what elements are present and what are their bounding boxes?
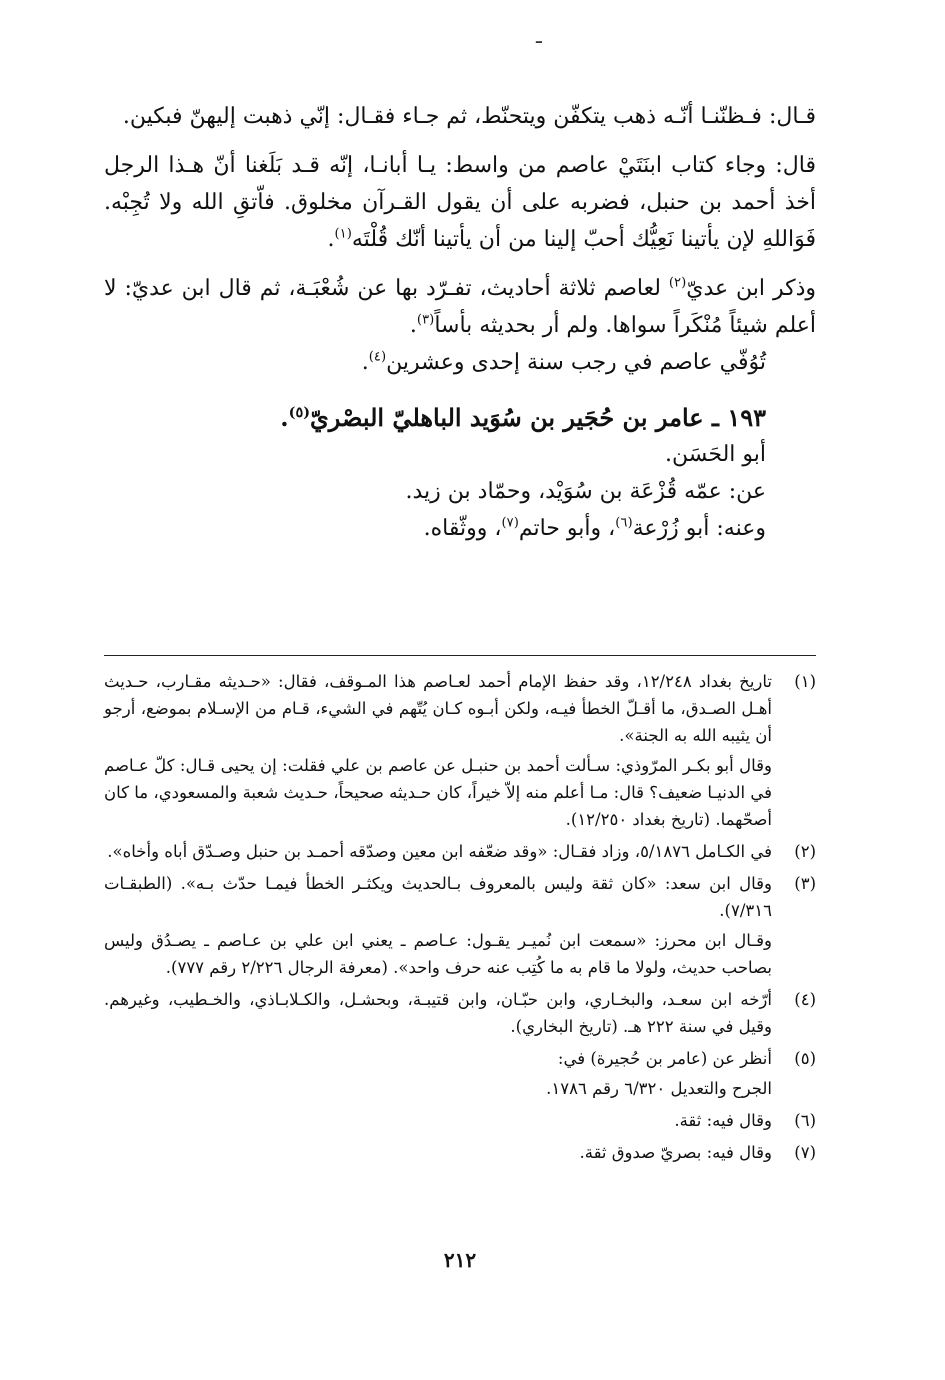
paragraph-2-text: قال: وجاء كتاب ابنَتَيْ عاصم من واسط: يـا أبانـا، إنّه قـد بَلَغنا أنّ هـذا الرجل أخذ أحمد بن حنبل، فضربه على أن يقول القـرآن مخلوق. فاّتقِ الله ولا تُجِبْه. فَوَاللهِ لإن يأتينا نَعِيُّك أحبّ إلينا من أن يأتينا أنّك قُلْتَه	[104, 153, 816, 252]
entry-narrated-by	[104, 510, 816, 547]
footnote-number: (٤)	[794, 990, 816, 1009]
footnote-text: تاريخ بغداد ١٢/٢٤٨، وقد حفظ الإمام أحمد لعـاصم هذا المـوقف، فقال: «حـديثه مقـارب، حـديث أهـل الصـدق، ما أقـلّ الخطأ فيـه، ولكن أبـوه كـان يُتّهم في الشيء، قـام من الإسـلام بموضع، أرجو أن يثيبه الله به الجنة».	[104, 672, 772, 745]
paragraph-4-end: .	[361, 350, 369, 375]
footnote-body	[104, 838, 772, 865]
footnote-ref-5: (٥)	[288, 404, 311, 421]
paragraph-3-text-b: لعاصم ثلاثة أحاديث، تفـرّد بها عن شُعْبَـة، ثم قال ابن عديّ: لا أعلم شيئاً مُنْكَراً سواها. ولم أر بحديثه بأساً	[104, 276, 816, 338]
paragraph-3	[104, 270, 816, 344]
footnote-number: (٥)	[794, 1049, 816, 1068]
footnote-number: (٢)	[794, 842, 816, 861]
footnote-text: أرّخه ابن سعـد، والبخـاري، وابن حبّـان، وابن قتيبـة، وبحشـل، والكـلابـاذي، والخـطيب، وغيرهم. وقيل في سنة ٢٢٢ هـ. (تاريخ البخاري).	[104, 990, 772, 1036]
footnote-ref-3: (٣)	[416, 312, 435, 328]
footnote-body	[104, 870, 772, 981]
footnote	[104, 870, 816, 981]
paragraph-4-text: تُوُفّي عاصم في رجب سنة إحدى وعشرين	[386, 350, 766, 375]
entry-kunya: أبو الحَسَن.	[665, 442, 766, 467]
footnote-body	[104, 1107, 772, 1134]
footnote-number: (٣)	[794, 874, 816, 893]
footnote-ref-1: (١)	[334, 226, 352, 242]
entry-title	[104, 399, 816, 436]
top-mark: ـ	[536, 24, 542, 48]
footnote	[104, 1107, 816, 1134]
footnote-ref-4: (٤)	[368, 349, 387, 365]
main-text	[104, 98, 816, 547]
paragraph-1: قـال: فـظنّنـا أنّـه ذهب يتكفّن ويتحنّط، ثم جـاء فقـال: إنّي ذهبت إليهنّ فبكين.	[122, 104, 816, 129]
footnote	[104, 1139, 816, 1166]
footnote-body	[104, 1045, 772, 1102]
footnote-separator	[104, 655, 816, 656]
footnote-text: وقال فيه: ثقة.	[674, 1111, 772, 1130]
footnote-ref-6: (٦)	[615, 515, 633, 531]
footnote-number: (١)	[794, 672, 816, 691]
narrated-by-text-a: وعنه: أبو زُرْعة	[632, 516, 766, 541]
entry-title-end: .	[280, 403, 289, 432]
narrated-by-text-c: ، ووثّقاه.	[423, 516, 502, 541]
footnote	[104, 986, 816, 1040]
paragraph-3-end: .	[409, 313, 417, 338]
footnote-text: وقال فيه: بصريّ صدوق ثقة.	[579, 1143, 772, 1162]
paragraph-4	[104, 344, 816, 381]
footnote-body	[104, 1139, 772, 1166]
footnote-text: في الكـامل ٥/١٨٧٦، وزاد فقـال: «وقد ضعّفه ابن معين وصدّقه أحمـد بن حنبل وصـدّق أباه وأخاه».	[107, 842, 772, 861]
footnote-number: (٦)	[794, 1111, 816, 1130]
footnote-text: الجرح والتعديل ٦/٣٢٠ رقم ١٧٨٦.	[546, 1079, 772, 1098]
footnote-ref-2: (٢)	[668, 275, 687, 291]
book-page	[104, 0, 816, 1380]
footnote-ref-7: (٧)	[501, 515, 519, 531]
page-number: ٢١٢	[443, 1248, 477, 1272]
footnote-body	[104, 986, 772, 1040]
entry-title-text: ١٩٣ ـ عامر بن حُجَير بن سُوَيد الباهليّ البصْريّ	[310, 403, 766, 432]
footnote	[104, 668, 816, 833]
narrated-by-text-b: ، وأبو حاتم	[518, 516, 616, 541]
footnote-body	[104, 668, 772, 833]
footnote-number: (٧)	[794, 1143, 816, 1162]
footnote	[104, 1045, 816, 1102]
entry-narrated-from: عن: عمّه قُزْعَة بن سُوَيْد، وحمّاد بن زيد.	[405, 479, 766, 504]
paragraph-2-end: .	[327, 227, 335, 252]
footnote-text: وقال ابن سعد: «كان ثقة وليس بالمعروف بـالحديث ويكثـر الخطأ فيمـا حدّث بـه». (الطبقـات ٧/٣١٦).	[104, 874, 772, 920]
footnote	[104, 838, 816, 865]
footnote-text: أنظر عن (عامر بن حُجيرة) في:	[557, 1049, 772, 1068]
footnote-text: وقال أبو بكـر المرّوذي: سـألت أحمد بن حنبـل عن عاصم بن علي فقلت: إن يحيى قـال: كلّ عـاصم في الدنيـا ضعيف؟ قال: مـا أعلم منه إلاّ خيراً، كان حـديثه صحيحاً، حـديث شعبة والمسعودي، ما كان أصحّهما. (تاريخ بغداد ١٢/٢٥٠).	[104, 756, 772, 829]
paragraph-2	[104, 147, 816, 258]
footnote-text: وقـال ابن محرز: «سمعت ابن نُميـر يقـول: عـاصم ـ يعني ابن علي بن عـاصم ـ يصـدُق وليس بصاحب حديث، ولولا ما قام به ما كُتِب عنه حرف واحد». (معرفة الرجال ٢/٢٢٦ رقم ٧٧٧).	[104, 931, 772, 977]
footnotes	[104, 668, 816, 1171]
paragraph-3-text-a: وذكر ابن عديّ	[686, 276, 816, 301]
